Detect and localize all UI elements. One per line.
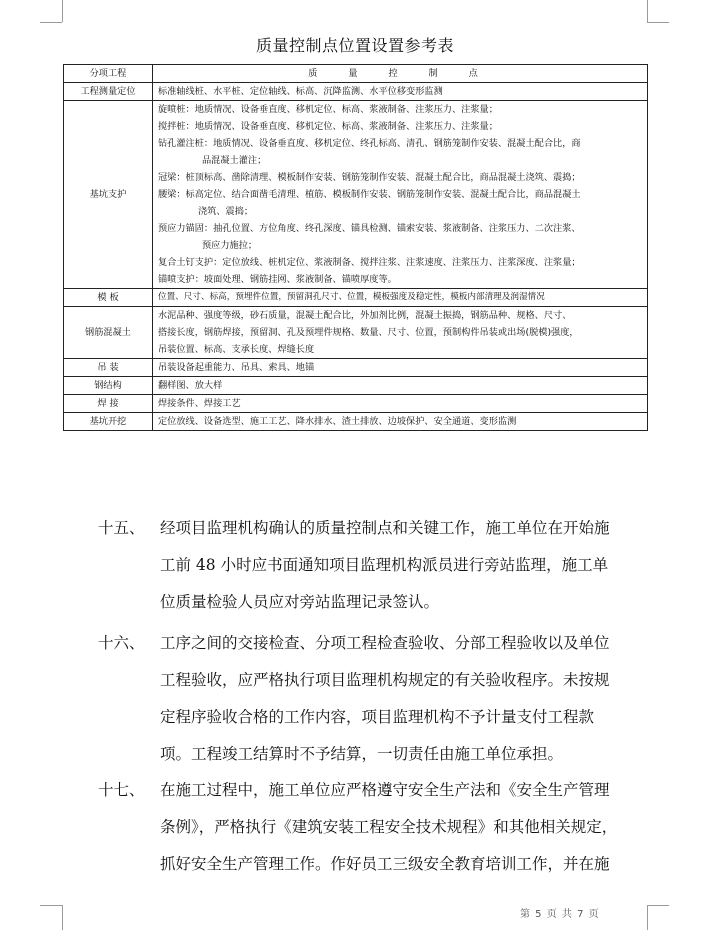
clause-line: 抓好安全生产管理工作。作好员工三级安全教育培训工作，并在施 (160, 855, 610, 873)
table-row (64, 359, 648, 377)
row-line: 吊装设备起重能力、吊具、索具、地锚 (158, 362, 315, 373)
table-header-row (64, 65, 648, 83)
row-line: 冠梁：桩顶标高、凿除清理、模板制作安装、钢筋笼制作安装、混凝土配合比，商品混凝土浇筑、震捣； (158, 172, 581, 183)
row-content (153, 413, 648, 431)
crop-mark-bottom-right (647, 905, 669, 906)
clause-line: 工程验收，应严格执行项目监理机构规定的有关验收程序。未按规 (160, 671, 610, 689)
table-row (64, 395, 648, 413)
clause-line: 位质量检验人员应对旁站监理记录签认。 (160, 593, 440, 611)
clause-line: 经项目监理机构确认的质量控制点和关键工作，施工单位在开始施 (160, 519, 610, 537)
crop-mark-top-left (40, 22, 62, 23)
row-line: 标准轴线桩、水平桩、定位轴线、标高、沉降监测、水平位移变形监测 (158, 86, 443, 97)
row-line: 旋喷桩：地质情况、设备垂直度、移机定位、标高、浆液制备、注浆压力、注浆量； (158, 104, 498, 115)
row-line: 吊装位置、标高、支承长度、焊缝长度 (158, 344, 315, 355)
table-row (64, 289, 648, 307)
row-name: 吊 装 (64, 359, 153, 377)
crop-mark-bottom-right (647, 905, 648, 930)
row-content (153, 289, 648, 307)
header-cell-item: 分项工程 (64, 65, 153, 83)
row-name: 工程测量定位 (64, 83, 153, 101)
clause-line: 项。工程竣工结算时不予结算，一切责任由施工单位承担。 (160, 745, 564, 763)
table-row (64, 307, 648, 359)
row-name: 基坑开挖 (64, 413, 153, 431)
row-name: 基坑支护 (64, 101, 153, 289)
header-cell-points: 质 量 控 制 点 (153, 65, 648, 83)
table-row (64, 377, 648, 395)
row-line: 复合土钉支护：定位放线、桩机定位、浆液制备、搅拌注浆、注浆速度、注浆压力、注浆深度、注浆量； (158, 257, 581, 268)
quality-control-table (63, 64, 648, 431)
row-line: 钻孔灌注桩：地质情况、设备垂直度、移机定位、终孔标高、清孔、钢筋笼制作安装、混凝土配合比，商 (158, 138, 581, 149)
row-name: 钢筋混凝土 (64, 307, 153, 359)
row-line: 腰梁：标高定位、结合面凿毛清理、植筋、模板制作安装、钢筋笼制作安装、混凝土配合比，商品混凝土 (158, 189, 581, 200)
clause-number: 十六、 (98, 634, 145, 652)
crop-mark-bottom-left (40, 905, 62, 906)
row-line: 定位放线、设备选型、施工工艺、降水排水、渣土排放、边坡保护、安全通道、变形监测 (158, 416, 517, 427)
page-title: 质量控制点位置设置参考表 (255, 36, 454, 55)
clause-line: 在施工过程中，施工单位应严格遵守安全生产法和《安全生产管理 (160, 781, 610, 799)
row-line: 搭接长度，钢筋焊接，预留洞、孔及预埋件规格、数量、尺寸、位置，预制构件吊装或出场(脱模)强度， (158, 327, 579, 338)
crop-mark-bottom-left (62, 905, 63, 930)
row-content (153, 101, 648, 289)
row-content (153, 377, 648, 395)
clause-line: 定程序验收合格的工作内容，项目监理机构不予计量支付工程款 (160, 708, 595, 726)
row-content (153, 307, 648, 359)
clause-number: 十七、 (98, 781, 145, 799)
row-line: 搅拌桩：地质情况、设备垂直度、移机定位、标高、浆液制备、注浆压力、注浆量； (158, 121, 498, 132)
table-row (64, 83, 648, 101)
row-line: 水泥品种、强度等级，砂石质量，混凝土配合比，外加剂比例，混凝土振捣，钢筋品种、规格、尺寸、 (158, 310, 572, 321)
clause-number: 十五、 (98, 519, 145, 537)
page-number: 第 5 页 共 7 页 (520, 909, 600, 920)
row-content (153, 395, 648, 413)
row-line: 预应力锚固：抽孔位置、方位角度、终孔深度、锚具检测、锚索安装、浆液制备、注浆压力、二次注浆、 (158, 223, 581, 234)
row-line: 位置、尺寸、标高，预埋件位置，预留洞孔尺寸、位置，模板强度及稳定性，模板内部清理及润湿情况 (158, 292, 545, 302)
row-line: 浇筑、震捣； (198, 206, 254, 217)
row-content (153, 83, 648, 101)
row-name: 模 板 (64, 289, 153, 307)
table-row (64, 413, 648, 431)
row-name: 钢结构 (64, 377, 153, 395)
table-row (64, 101, 648, 289)
clause-text (160, 625, 650, 773)
row-name: 焊 接 (64, 395, 153, 413)
row-content (153, 359, 648, 377)
crop-mark-top-left (62, 0, 63, 22)
clause-line: 工序之间的交接检查、分项工程检查验收、分部工程验收以及单位 (160, 634, 610, 652)
clause-line: 条例》，严格执行《建筑安装工程安全技术规程》和其他相关规定， (160, 818, 618, 836)
crop-mark-top-right (647, 22, 669, 23)
crop-mark-top-right (647, 0, 648, 22)
clause-line: 工前 48 小时应书面通知项目监理机构派员进行旁站监理，施工单 (160, 556, 609, 574)
row-line: 翻样图、放大样 (158, 380, 223, 391)
row-line: 锚喷支护：坡面处理、钢筋挂网、浆液制备、锚喷厚度等。 (158, 274, 397, 285)
row-line: 焊接条件、焊接工艺 (158, 398, 241, 409)
row-line: 品混凝土灌注； (202, 155, 267, 166)
clause-text (160, 510, 650, 621)
row-line: 预应力施拉； (202, 240, 258, 251)
clause-text (160, 772, 650, 883)
